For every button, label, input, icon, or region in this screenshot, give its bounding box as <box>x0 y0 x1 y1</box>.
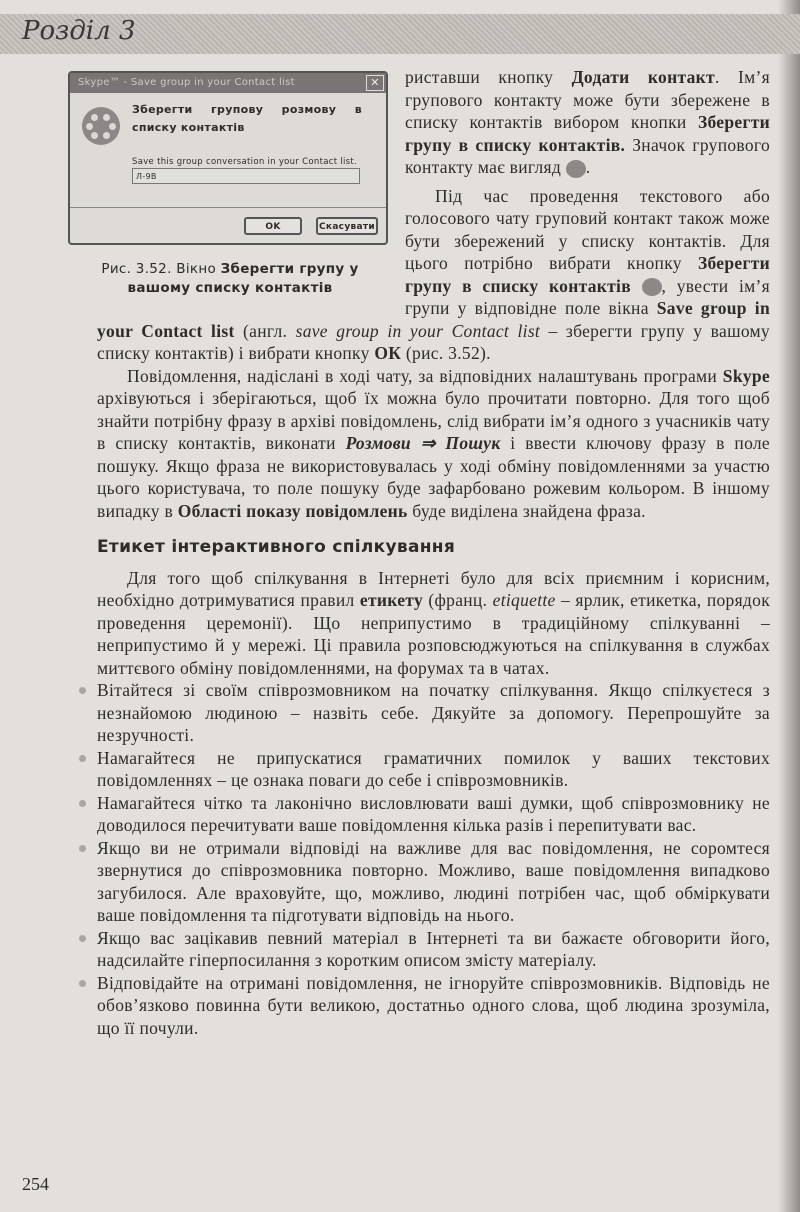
chapter-title: Розділ 3 <box>22 16 136 46</box>
caption-prefix: Рис. 3.52. Вікно <box>101 261 221 277</box>
page-number: 254 <box>22 1174 49 1194</box>
group-name-input[interactable]: Л-9В <box>132 168 360 184</box>
cancel-button[interactable]: Скасувати <box>316 217 378 235</box>
paragraph: Під час проведення текстового або голосового чату груповий контакт також може бути збережений у списку контактів. Для цього потрібно вибрати кнопку Зберегти групу в списку контактів , увести ім’я групи у відповідне поле вікна Save group in your Contact list (англ. save group in your Contact list – зберегти групу у вашому списку контактів) і вибрати кнопку ОК (рис. 3.52). <box>97 185 771 363</box>
bullet-icon <box>79 755 86 762</box>
group-contact-icon <box>566 160 586 178</box>
bullet-item: Вітайтеся зі своїм співрозмовником на початку спілкування. Якщо спілкуєтеся з незнайомою людиною – назвіть себе. Дякуйте за допомогу. Перепрошуйте за незручності. <box>97 679 770 747</box>
bullet-icon <box>79 980 86 987</box>
save-group-icon <box>642 278 662 296</box>
bullet-icon <box>79 687 86 694</box>
dialog-subtext: Save this group conversation in your Contact list. <box>132 157 358 167</box>
ok-button[interactable]: OK <box>244 217 302 235</box>
paragraph: Для того щоб спілкування в Інтернеті було для всіх приємним і корисним, необхідно дотримуватися правил етикету (франц. etiquette – ярлик, етикетка, порядок проведення церемонії). Що неприпустимо в традиційному спілкуванні – неприпустимо й у мережі. Ці правила розповсюджуються на спілкування в службах миттєвого обміну повідомленнями, на форумах та в чатах. <box>97 567 770 678</box>
figure <box>78 66 405 318</box>
bullet-item: Відповідайте на отримані повідомлення, не ігноруйте співрозмовників. Відповідь не обов’язково повинна бути великою, достатньо одного слова, щоб людина зрозуміла, що її почули. <box>97 972 770 1040</box>
bullet-item: Якщо ви не отримали відповіді на важливе для вас повідомлення, не соромтеся звернутися до співрозмовника повторно. Можливо, ваше повідомлення випадково загубилося. Але враховуйте, що, можливо, людині потрібен час, щоб обміркувати ваше повідомлення та підготувати відповідь на нього. <box>97 837 770 927</box>
divider <box>70 207 386 208</box>
section-heading: Етикет інтерактивного спілкування <box>97 537 456 557</box>
bullet-icon <box>79 935 86 942</box>
close-icon[interactable]: ✕ <box>366 75 384 91</box>
bullet-item: Намагайтеся чітко та лаконічно висловлювати ваші думки, щоб співрозмовнику не доводилося перечитувати ваше повідомлення кілька разів і перепитувати вас. <box>97 792 770 837</box>
page-text <box>78 66 771 1039</box>
group-contact-icon <box>82 107 120 145</box>
figure-caption <box>70 260 390 298</box>
paragraph: риставши кнопку Додати контакт. Ім’я групового контакту може бути збережене в списку контактів вибором кнопки Зберегти групу в списку контактів. Значок групового контакту має вигляд . <box>405 67 770 177</box>
dialog-title: Skype™ - Save group in your Contact list <box>78 77 295 88</box>
page-binding-shadow <box>778 0 800 1212</box>
bullet-icon <box>79 800 86 807</box>
bullet-icon <box>79 845 86 852</box>
save-group-dialog <box>68 71 388 245</box>
dialog-heading: Зберегти групову розмову в списку контактів <box>132 103 362 134</box>
caption-bold: Зберегти групу у вашому списку контактів <box>127 261 359 296</box>
paragraph: Повідомлення, надіслані в ході чату, за відповідних налаштувань програми Skype архівуються і зберігаються, щоб їх можна було прочитати повторно. Для того щоб знайти потрібну фразу в архіві повідомлень, слід вибрати ім’я одного з учасників чату в списку контактів, виконати Розмови ⇒ Пошук і ввести ключову фразу в поле пошуку. Якщо фраза не використовувалась у ході обміну повідомленнями за участю цього користувача, то поле пошуку буде зафарбовано рожевим кольором. В іншому випадку в Області показу повідомлень буде виділена знайдена фраза. <box>97 365 770 521</box>
bullet-item: Намагайтеся не припускатися граматичних помилок у ваших текстових повідомленнях – це ознака поваги до себе і співрозмовників. <box>97 747 770 792</box>
bullet-item: Якщо вас зацікавив певний матеріал в Інтернеті та ви бажаєте обговорити його, надсилайте гіперпосилання з коротким описом змісту матеріалу. <box>97 927 770 972</box>
chapter-header <box>0 14 800 54</box>
dialog-titlebar <box>70 73 386 93</box>
